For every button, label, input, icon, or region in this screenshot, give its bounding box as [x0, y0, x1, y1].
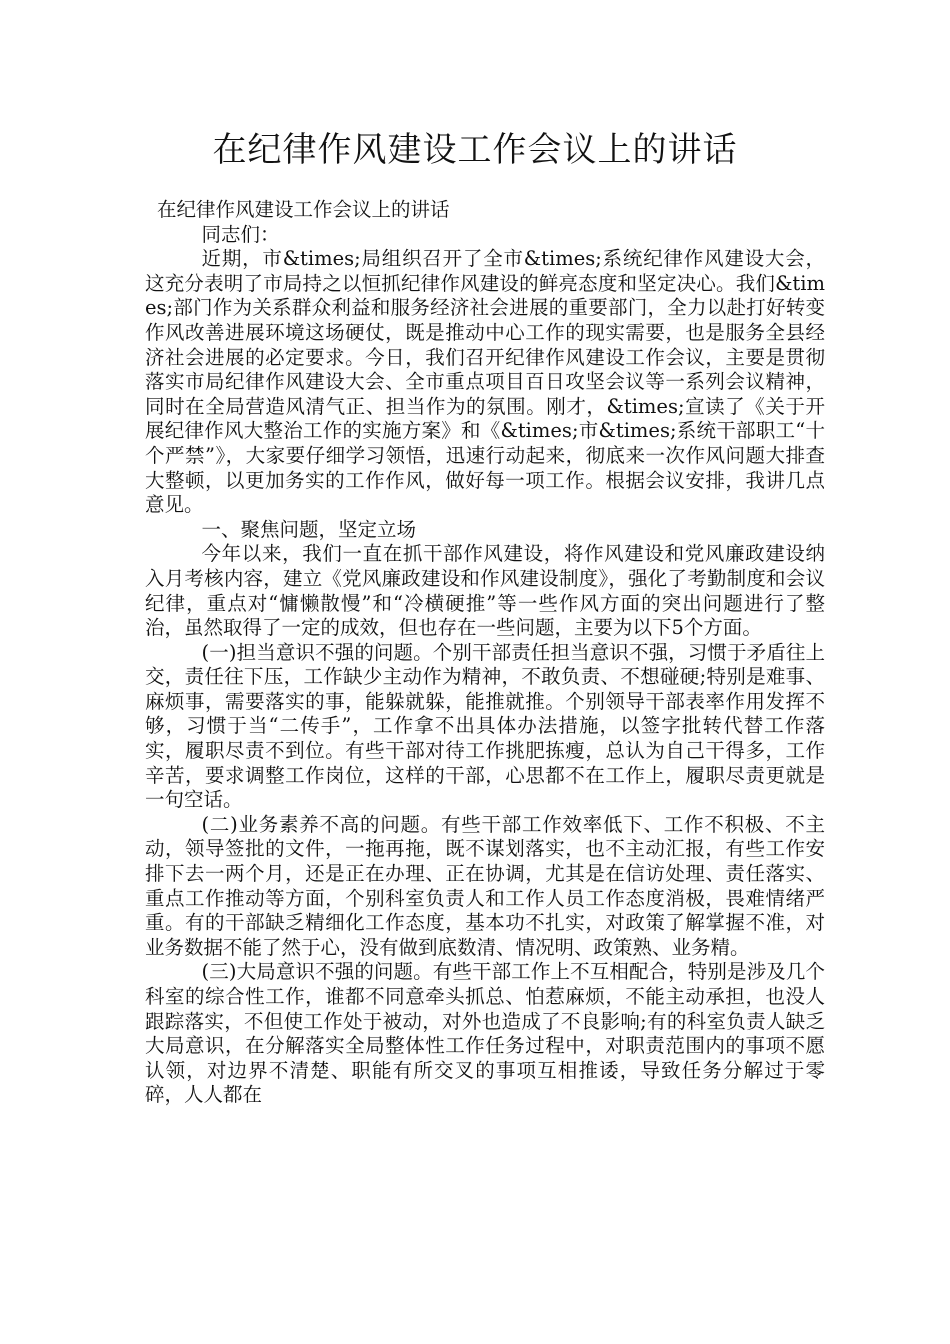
salutation: 同志们： — [201, 222, 280, 246]
section-heading-1: 一、聚焦问题，坚定立场 — [201, 517, 417, 541]
document-body — [145, 198, 825, 1108]
document-subtitle: 在纪律作风建设工作会议上的讲话 — [157, 198, 450, 221]
paragraph-issue-3: (三)大局意识不强的问题。有些干部工作上不互相配合，特别是涉及几个科室的综合性工作，谁都不同意牵头抓总、怕惹麻烦，不能主动承担，也没人跟踪落实，不但使工作处于被动，对外也造成了不良影响;有的科室负责人缺乏大局意识，在分解落实全局整体性工作任务过程中，对职责范围内的事项不愿认领，对边界不清楚、职能有所交叉的事项互相推诿，导致任务分解过于零碎，人人都在 — [145, 960, 825, 1107]
document-title: 在纪律作风建设工作会议上的讲话 — [212, 130, 738, 170]
paragraph-issue-2: (二)业务素养不高的问题。有些干部工作效率低下、工作不积极、不主动，领导签批的文件，一拖再拖，既不谋划落实，也不主动汇报，有些工作安排下去一两个月，还是正在办理、正在协调，尤其是在信访处理、责任落实、重点工作推动等方面，个别科室负责人和工作人员工作态度消极，畏难情绪严重。有的干部缺乏精细化工作态度，基本功不扎实，对政策了解掌握不准，对业务数据不能了然于心，没有做到底数清、情况明、政策熟、业务精。 — [145, 812, 825, 959]
paragraph-intro: 近期，市&times;局组织召开了全市&times;系统纪律作风建设大会，这充分表明了市局持之以恒抓纪律作风建设的鲜亮态度和坚定决心。我们&times;部门作为关系群众利益和服务经济社会进展的重要部门，全力以赴打好转变作风改善进展环境这场硬仗，既是推动中心工作的现实需要，也是服务全县经济社会进展的必定要求。今日，我们召开纪律作风建设工作会议，主要是贯彻落实市局纪律作风建设大会、全市重点项目百日攻坚会议等一系列会议精神，同时在全局营造风清气正、担当作为的氛围。刚才，&times;宣读了《关于开展纪律作风大整治工作的实施方案》和《&times;市&times;系统干部职工“十个严禁”》，大家要仔细学习领悟，迅速行动起来，彻底来一次作风问题大排查大整顿，以更加务实的工作作风，做好每一项工作。根据会议安排，我讲几点意见。 — [145, 247, 825, 517]
paragraph-overview: 今年以来，我们一直在抓干部作风建设，将作风建设和党风廉政建设纳入月考核内容，建立《党风廉政建设和作风建设制度》，强化了考勤制度和会议纪律，重点对“慵懒散慢”和“冷横硬推”等一些作风方面的突出问题进行了整治，虽然取得了一定的成效，但也存在一些问题，主要为以下5个方面。 — [145, 542, 825, 640]
paragraph-issue-1: (一)担当意识不强的问题。个别干部责任担当意识不强，习惯于矛盾往上交，责任往下压，工作缺少主动作为精神，不敢负责、不想碰硬;特别是难事、麻烦事，需要落实的事，能躲就躲，能推就推。个别领导干部表率作用发挥不够，习惯于当“二传手”，工作拿不出具体办法措施，以签字批转代替工作落实，履职尽责不到位。有些干部对待工作挑肥拣瘦，总认为自己干得多，工作辛苦，要求调整工作岗位，这样的干部，心思都不在工作上，履职尽责更就是一句空话。 — [145, 640, 825, 812]
